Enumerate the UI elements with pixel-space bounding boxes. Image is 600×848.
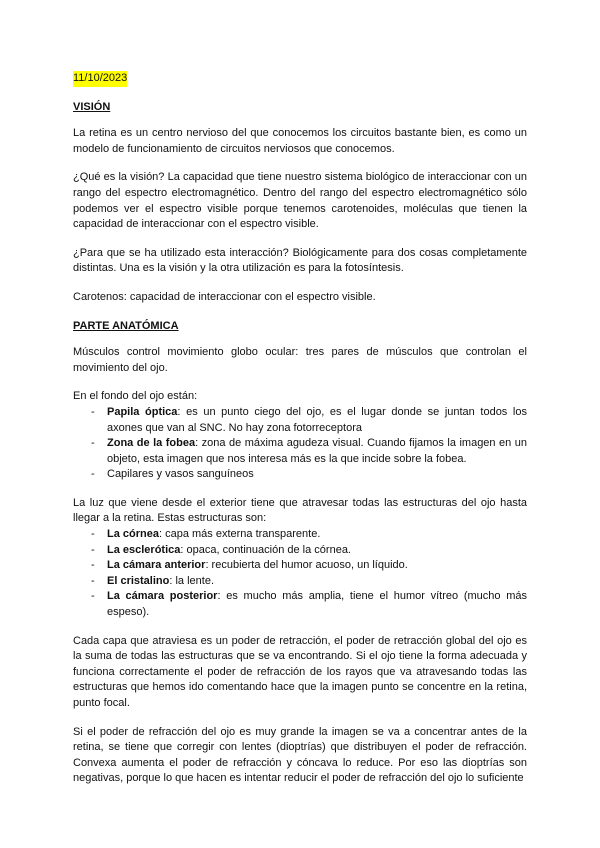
paragraph-fondo-intro: En el fondo del ojo están: bbox=[73, 390, 198, 403]
paragraph-dioptrias: Si el poder de refracción del ojo es muy grande la imagen se va a concentrar antes de la retina, se tiene que corregir con lentes (dioptrías) que distribuyen el poder de refracción. Convexa aumenta el poder de refracción y cóncava lo reduce. Por eso las dioptrías son negativas, porque lo que hacen es intentar reducir el poder de refracción del ojo lo suficiente bbox=[73, 725, 527, 785]
paragraph-luz-intro: La luz que viene desde el exterior tiene que atravesar todas las estructuras del ojo hasta llegar a la retina. Estas estructuras son: bbox=[73, 496, 527, 525]
paragraph-interaccion: ¿Para que se ha utilizado esta interacción? Biológicamente para dos cosas completamente distintas. Una es la visión y la otra utilización es para la fotosíntesis. bbox=[73, 246, 527, 275]
heading-parte-anatomica: PARTE ANATÓMICA bbox=[73, 319, 179, 332]
paragraph-que-es-vision: ¿Qué es la visión? La capacidad que tiene nuestro sistema biológico de interaccionar con un rango del espectro electromagnético. Dentro del rango del espectro electromagnético sólo podemos ver el espectro visible porque tenemos carotenoides, moléculas que tienen la capacidad de interaccionar con el espectro visible. bbox=[73, 171, 527, 231]
list-item: - El cristalino: la lente. bbox=[73, 574, 527, 590]
list-item: - La cámara posterior: es mucho más amplia, tiene el humor vítreo (mucho más espeso). bbox=[73, 589, 527, 620]
paragraph-refraccion: Cada capa que atraviesa es un poder de retracción, el poder de retracción global del ojo es la suma de todas las estructuras que se va encontrando. Si el ojo tiene la forma adecuada y funciona correctamente el poder de refracción de los rayos que va atravesando todas las estructuras que hemos ido comentando hace que la imagen punto se concentre en la retina, punto focal. bbox=[73, 634, 527, 709]
term: El cristalino bbox=[107, 574, 170, 587]
paragraph-musculos: Músculos control movimiento globo ocular: tres pares de músculos que controlan el movimiento del ojo. bbox=[73, 346, 527, 374]
term: La cámara anterior bbox=[107, 559, 206, 572]
term: La cámara posterior bbox=[107, 590, 218, 603]
term: La esclerótica bbox=[107, 543, 181, 556]
paragraph-retina: La retina es un centro nervioso del que conocemos los circuitos bastante bien, es como un modelo de funcionamiento de circuitos nerviosos que conocemos. bbox=[73, 127, 527, 155]
paragraph-carotenos: Carotenos: capacidad de interaccionar con el espectro visible. bbox=[73, 290, 376, 303]
list-fondo-ojo bbox=[73, 405, 527, 483]
list-item: - Papila óptica: es un punto ciego del ojo, es el lugar donde se juntan todos los axones que van al SNC. No hay zona fotorreceptora bbox=[73, 405, 527, 436]
list-estructuras bbox=[73, 527, 527, 621]
list-item: - La esclerótica: opaca, continuación de la córnea. bbox=[73, 543, 527, 559]
list-item: - Zona de la fobea: zona de máxima agudeza visual. Cuando fijamos la imagen en un objeto, esta imagen que nos interesa más es la que incide sobre la fobea. bbox=[73, 436, 527, 467]
term: Papila óptica bbox=[107, 405, 178, 418]
date: 11/10/2023 bbox=[73, 71, 127, 87]
heading-vision: VISIÓN bbox=[73, 100, 111, 113]
term: La córnea bbox=[107, 528, 159, 541]
list-item: - La cámara anterior: recubierta del humor acuoso, un líquido. bbox=[73, 558, 527, 574]
list-item: - La córnea: capa más externa transparente. bbox=[73, 527, 527, 543]
term: Zona de la fobea bbox=[107, 437, 196, 450]
list-item: - Capilares y vasos sanguíneos bbox=[73, 467, 527, 483]
